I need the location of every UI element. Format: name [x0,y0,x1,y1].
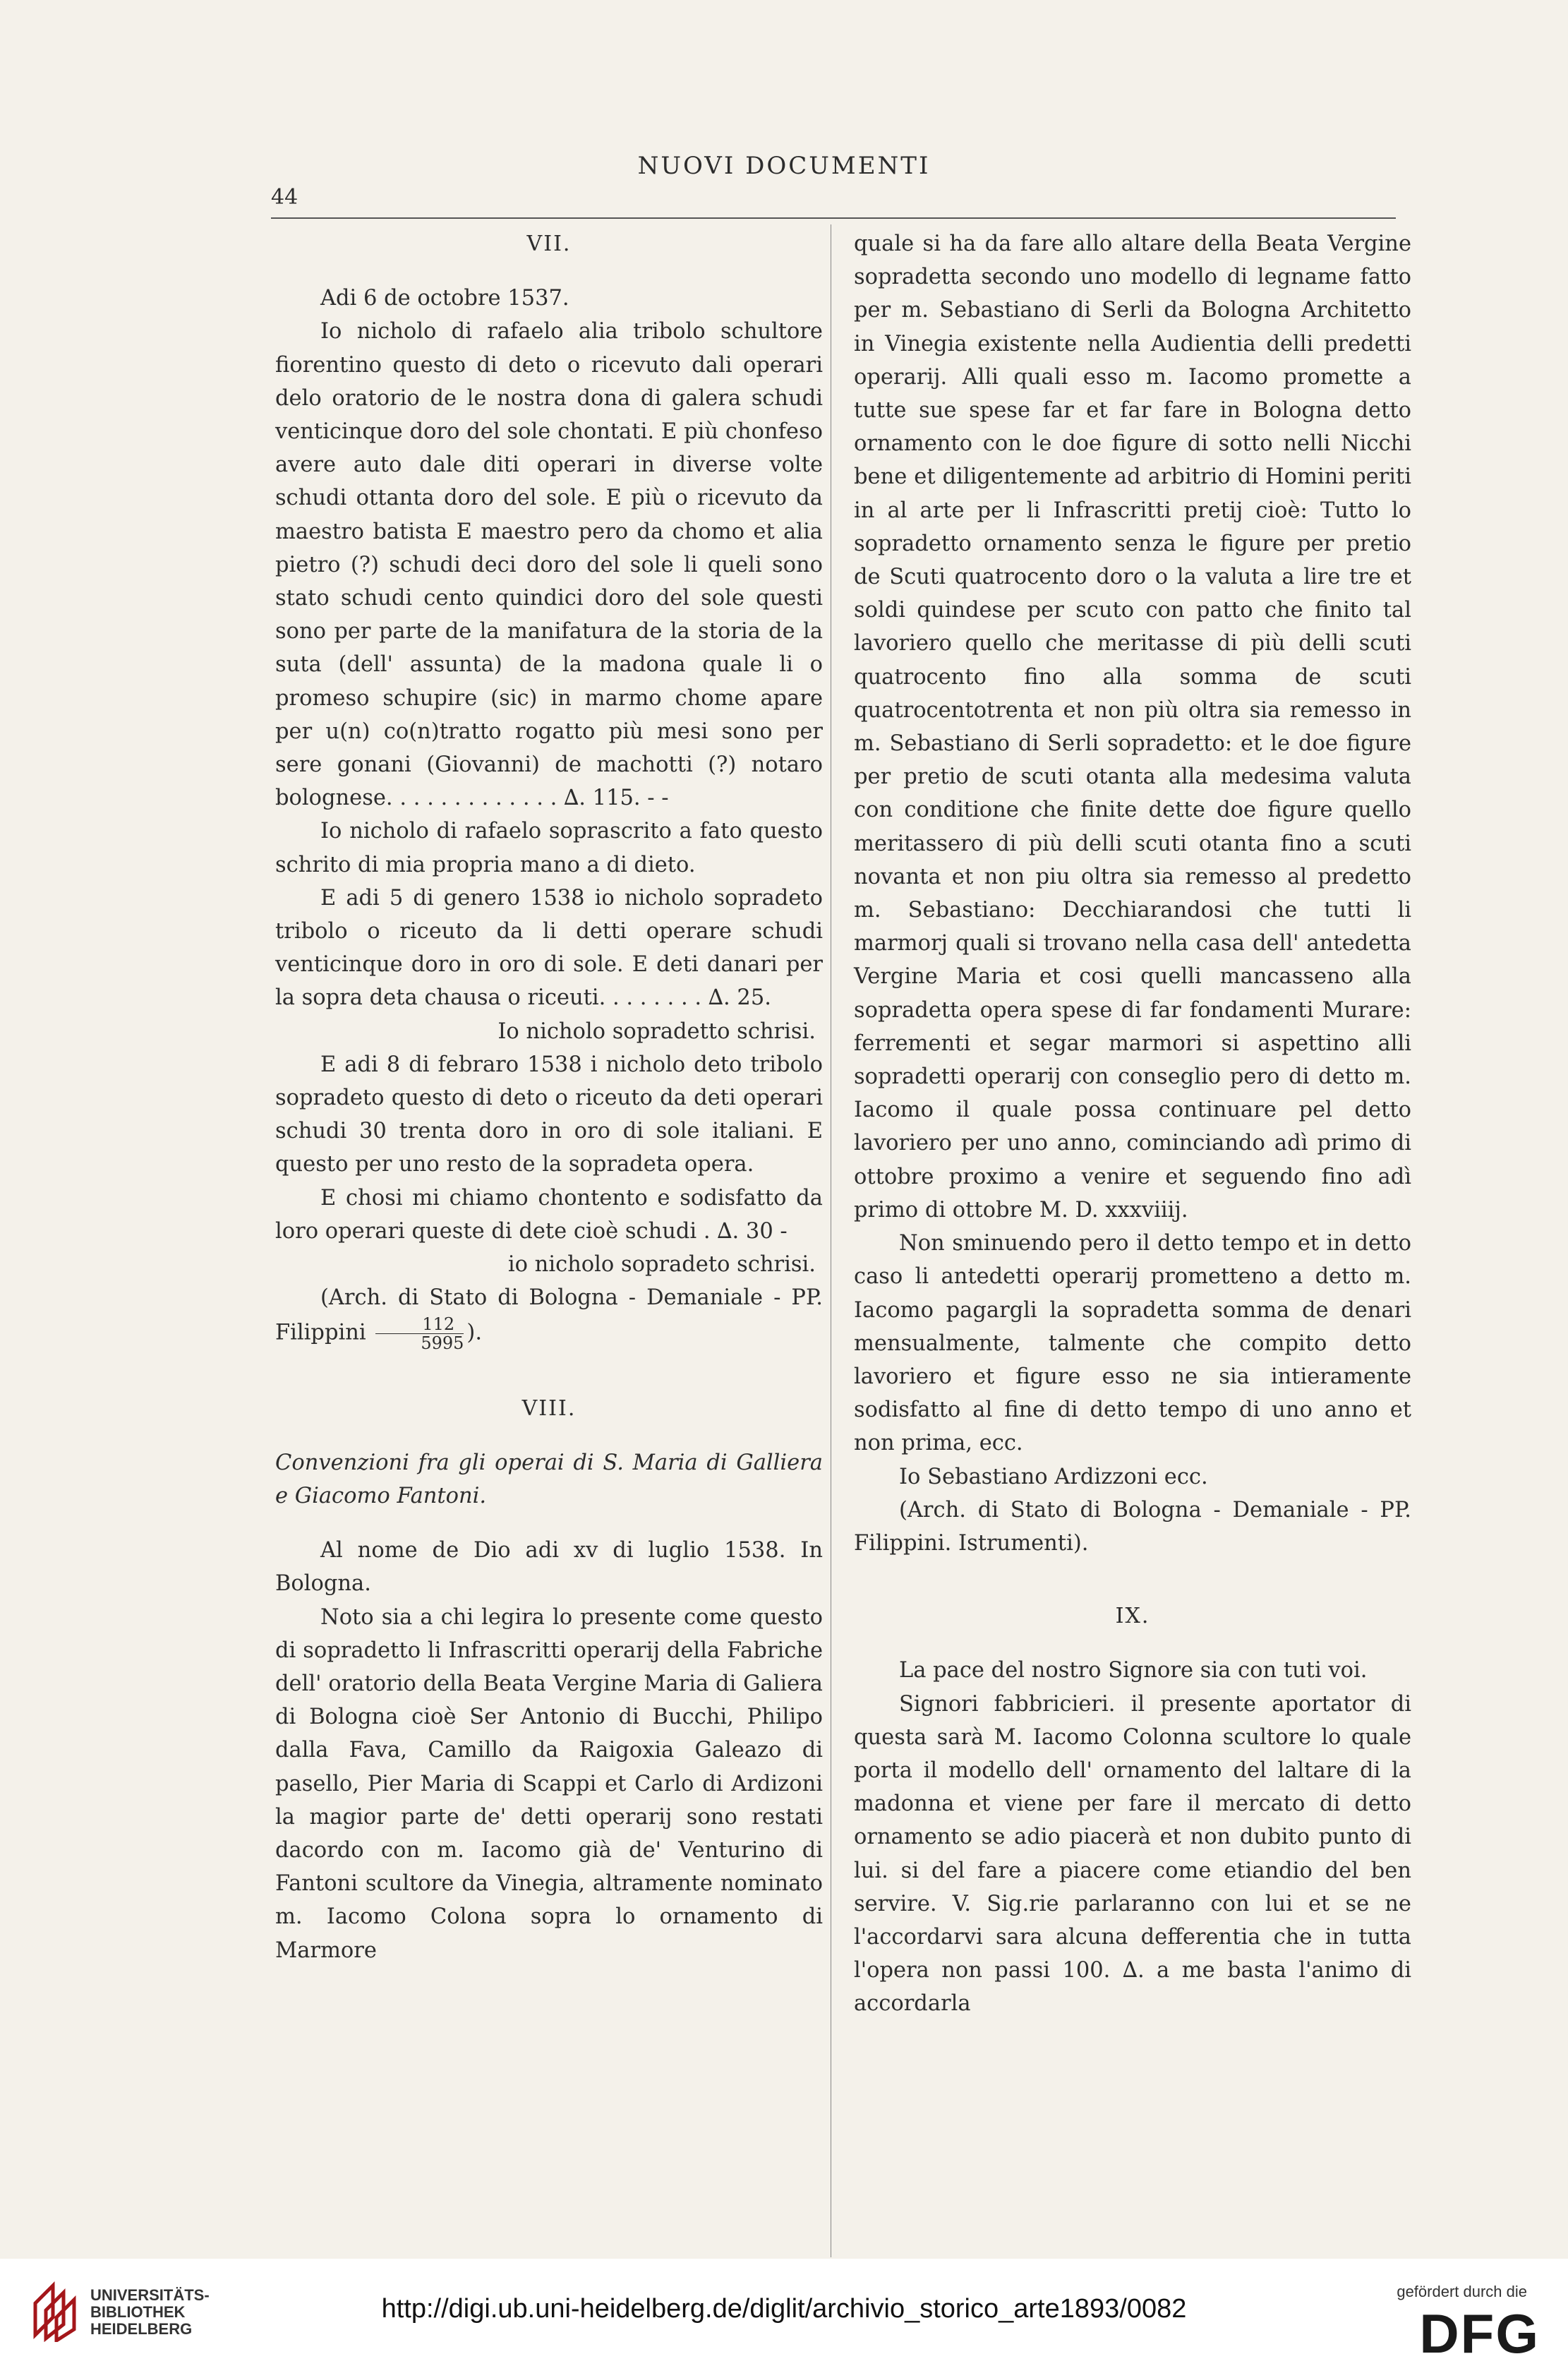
archive-citation [275,1281,823,1352]
right-column [854,227,1411,2021]
section-subtitle: Convenzioni fra gli operai di S. Maria di Galliera e Giacomo Fantoni. [275,1450,823,1508]
library-name-line: BIBLIOTHEK [90,2303,186,2321]
paragraph: E chosi mi chiamo chontento e sodisfatto da loro operari queste di dete cioè schudi . ∆. 30 - [275,1185,823,1244]
paragraph: Noto sia a chi legira lo presente come questo di sopradetto li Infrascritti operarij della Fabriche dell' oratorio della Beata Vergine Maria di Galiera di Bologna cioè Ser Antonio di Bucchi, Philipo dalla Fava, Camillo da Raigoxia Galeazo di pasello, Pier Maria di Scappi et Carlo di Ardizoni la magior parte de' detti operarij sono restati dacordo con m. Iacomo già de' Venturino di Fantoni scultore da Vinegia, altramente nominato m. Iacomo Colona sopra lo ornamento di Marmore [275,1604,823,1963]
paragraph: Al nome de Dio adi xv di luglio 1538. In Bologna. [275,1538,823,1597]
citation-end: ). [466,1320,483,1345]
paragraph: Io nicholo di rafaelo soprascrito a fato questo schrito di mia propria mano a di dieto. [275,819,823,877]
permalink-url[interactable]: http://digi.ub.uni-heidelberg.de/diglit/archivio_storico_arte1893/0082 [381,2294,1187,2324]
paragraph: quale si ha da fare allo altare della Beata Vergine sopradetta secondo uno modello di legname fatto per m. Sebastiano di Serli da Bologna Architetto in Vinegia existente nella Audientia delli predetti operarij. Alli quali esso m. Iacomo promette a tutte sue spese far et far fare in Bologna detto ornamento con le doe figure di sotto nelli Nicchi bene et diligentemente ad arbitrio di Homini periti in al arte per li Infrascritti pretij cioè: Tutto lo sopradetto ornamento senza le figure per pretio de Scuti quatrocento doro o la valuta a lire tre et soldi quindese per scuto con patto che finito tal lavoriero quello che meritasse di più delli scuti quatrocento fino alla somma de scuti quatrocentotrenta et non più oltra sia remesso in m. Sebastiano di Serli sopradetto: et le doe figure per pretio de scuti otanta alla medesima valuta con conditione che finite dette doe figure quello meritassero di più delli scuti otanta fino a scuti novanta et non piu oltra sia remesso al predetto m. Sebastiano: Decchiarandosi che tutti li marmorj quali si trovano nella casa dell' antedetta Vergine Maria et cosi quelli mancasseno alla sopradetta opera spese di far fondamenti Murare: ferrementi et segar marmori si aspettino alli sopradetti operarij con conseglio pero di detto m. Iacomo il quale possa continuare pel detto lavoriero per uno anno, cominciando adì primo di ottobre proximo a venire et seguendo fino adì primo di ottobre M. D. xxxviiij. [854,232,1411,1223]
paragraph: E adi 8 di febraro 1538 i nicholo deto tribolo sopradeto questo di deto o riceuto da deti operari schudi 30 trenta doro in oro di sole italiani. E questo per uno resto de la sopradeta opera. [275,1052,823,1177]
funding-note: gefördert durch die [1397,2283,1527,2300]
section-heading-ix: IX. [1115,1604,1150,1629]
library-name-line: HEIDELBERG [90,2320,193,2338]
running-title: NUOVI DOCUMENTI [637,152,931,180]
signature-line: io nicholo sopradeto schrisi. [507,1252,816,1278]
archive-citation: (Arch. di Stato di Bologna - Demaniale - PP. Filippini. Istrumenti). [854,1497,1411,1556]
section-heading-viii: VIII. [521,1395,577,1421]
signature-line: Io nicholo sopradetto schrisi. [497,1019,816,1044]
left-column [275,227,823,1967]
paragraph: Non sminuendo pero il detto tempo et in detto caso li antedetti operarij prometteno a detto m. Iacomo pagargli la sopradetta somma de denari mensualmente, talmente che compito detto lavoriero et figure esso ne sia intieramente sodisfatto al fine di detto tempo di uno anno et non prima, ecc. [854,1231,1411,1456]
page-number: 44 [271,185,298,210]
section-heading-vii: VII. [526,232,572,256]
signature-line: Io Sebastiano Ardizzoni ecc. [899,1464,1208,1489]
paragraph: Adi 6 de octobre 1537. [320,286,569,311]
citation-text: (Arch. di Stato di Bologna - Demaniale - PP. Filippini [275,1285,823,1345]
fraction-numerator: 112 [375,1315,464,1334]
dfg-logo: DFG [1419,2302,1540,2365]
paragraph: La pace del nostro Signore sia con tuti voi. [899,1658,1368,1683]
paragraph: Signori fabbricieri. il presente aportator di questa sarà M. Iacomo Colonna scultore lo quale porta il modello dell' ornamento del laltare di la madonna et viene per fare il mercato di detto ornamento se adio piacerà et non dubito punto di lui. si del fare a piacere come etiandio del ben servire. V. Sig.rie parlaranno con lui et se ne l'accordarvi sara alcuna defferentia che in tutta l'opera non passi 100. ∆. a me basta l'animo di accordarla [854,1691,1411,2017]
footer-bar [0,2259,1568,2366]
paragraph: E adi 5 di genero 1538 io nicholo sopradeto tribolo o riceuto da li detti operare schudi venticinque doro in oro di sole. E deti danari per la sopra deta chausa o riceuti. . . . . . . . ∆. 25. [275,885,823,1011]
fraction-denominator: 5995 [421,1333,464,1353]
paragraph: Io nicholo di rafaelo alia tribolo schultore fiorentino questo di deto o ricevuto dali operari delo oratorio de le nostra dona di galera schudi venticinque doro del sole chontati. E più chonfeso avere auto dale diti operari in diverse volte schudi ottanta doro del sole. E più o ricevuto da maestro batista E maestro pero da chomo et alia pietro (?) schudi deci doro del sole li queli sono stato schudi cento quindici doro del sole questi sono per parte de la manifatura de la storia de la suta (dell' assunta) de la madona quale li o promeso schupire (sic) in marmo chome apare per u(n) co(n)tratto rogatto più mesi sono per sere gonani (Giovanni) de machotti (?) notaro bolognese. . . . . . . . . . . . . ∆. 115. - - [275,319,823,811]
library-name-line: UNIVERSITÄTS- [90,2286,210,2304]
header-rule [271,217,1396,219]
signature-fraction [375,1315,464,1352]
